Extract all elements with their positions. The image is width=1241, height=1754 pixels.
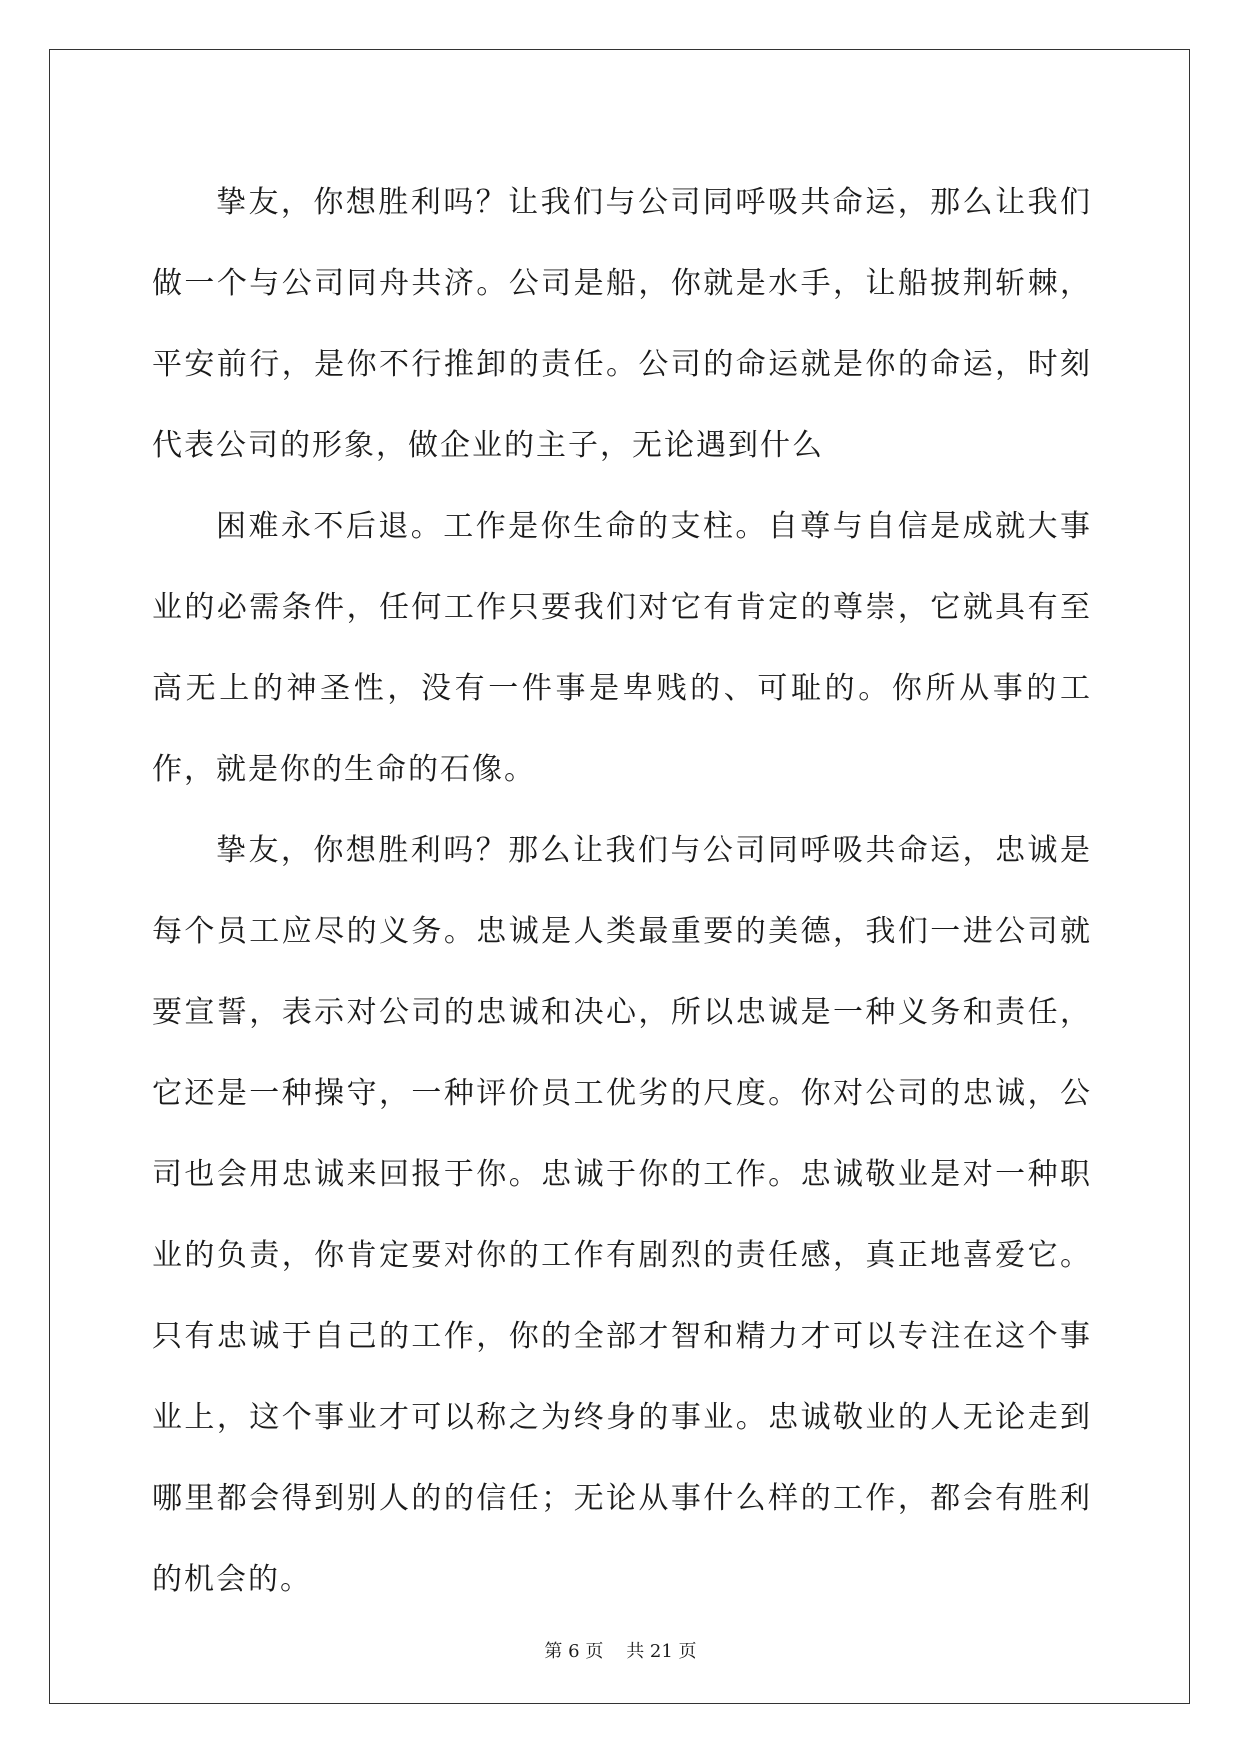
- page-number-footer: 第 6 页 共 21 页: [544, 1641, 697, 1662]
- document-body: [152, 162, 1092, 1620]
- paragraph-3: 挚友，你想胜利吗？那么让我们与公司同呼吸共命运，忠诚是每个员工应尽的义务。忠诚是人类最重要的美德，我们一进公司就要宣誓，表示对公司的忠诚和决心，所以忠诚是一种义务和责任，它还是一种操守，一种评价员工优劣的尺度。你对公司的忠诚，公司也会用忠诚来回报于你。忠诚于你的工作。忠诚敬业是对一种职业的负责，你肯定要对你的工作有剧烈的责任感，真正地喜爱它。只有忠诚于自己的工作，你的全部才智和精力才可以专注在这个事业上，这个事业才可以称之为终身的事业。忠诚敬业的人无论走到哪里都会得到别人的的信任；无论从事什么样的工作，都会有胜利的机会的。: [152, 833, 1092, 1597]
- paragraph-1: 挚友，你想胜利吗？让我们与公司同呼吸共命运，那么让我们做一个与公司同舟共济。公司是船，你就是水手，让船披荆斩棘，平安前行，是你不行推卸的责任。公司的命运就是你的命运，时刻代表公司的形象，做企业的主子，无论遇到什么: [152, 185, 1092, 463]
- paragraph-2: 困难永不后退。工作是你生命的支柱。自尊与自信是成就大事业的必需条件，任何工作只要我们对它有肯定的尊崇，它就具有至高无上的神圣性，没有一件事是卑贱的、可耻的。你所从事的工作，就是你的生命的石像。: [152, 509, 1092, 787]
